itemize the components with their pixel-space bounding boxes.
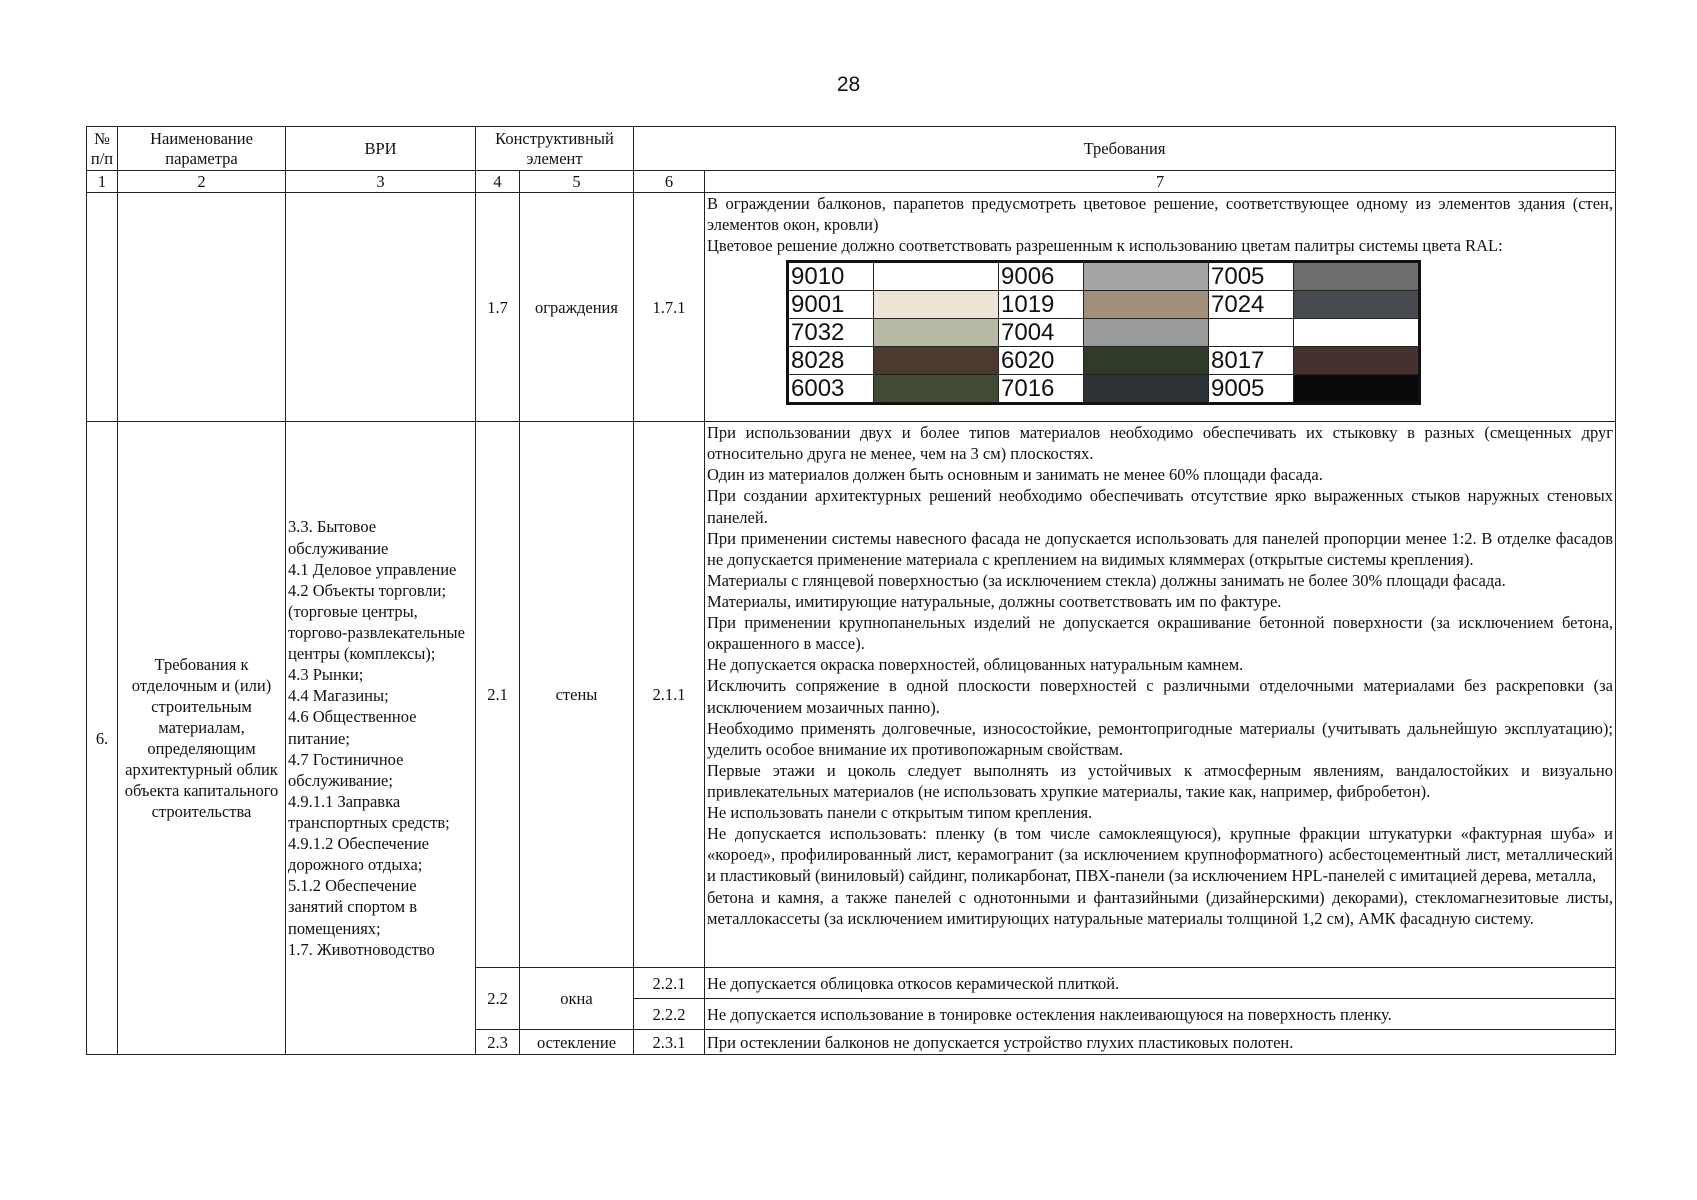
color-swatch bbox=[1294, 262, 1420, 291]
vri-item: 5.1.2 Обеспечение занятий спортом в помещениях; bbox=[288, 876, 417, 938]
color-swatch bbox=[1084, 262, 1209, 291]
color-swatch bbox=[1294, 375, 1420, 404]
ral-code: 6020 bbox=[999, 347, 1084, 375]
ral-code: 7024 bbox=[1209, 291, 1294, 319]
col-number: 5 bbox=[520, 171, 634, 193]
vri-item: 4.4 Магазины; bbox=[288, 686, 389, 706]
ral-code: 9005 bbox=[1209, 375, 1294, 404]
parameter-name: Требования к отделочным и (или) строительным материалам, определяющим архитектурный облик объекта капитального строительства bbox=[118, 422, 286, 1055]
paragraph: В ограждении балконов, парапетов предусмотреть цветовое решение, соответствующее одному из элементов здания (стен, элементов окон, кровли) bbox=[707, 194, 1614, 235]
paragraph: Первые этажи и цоколь следует выполнять из устойчивых к атмосферным явлениям, вандалостойких и визуально привлекательных материалов (не использовать хрупкие материалы, такие как, например, фибробетон). bbox=[707, 760, 1614, 801]
ral-code: 9010 bbox=[788, 262, 874, 291]
col-number: 6 bbox=[634, 171, 705, 193]
paragraph: Не использовать панели с открытым типом крепления. bbox=[707, 803, 1093, 823]
ral-code: 8017 bbox=[1209, 347, 1294, 375]
empty-cell bbox=[87, 193, 118, 422]
subsection-number: 2.1 bbox=[476, 422, 520, 968]
palette-row bbox=[788, 375, 1420, 404]
color-swatch bbox=[1084, 375, 1209, 404]
ral-code: 1019 bbox=[999, 291, 1084, 319]
vri-item: 4.9.1.2 Обеспечение дорожного отдыха; bbox=[288, 834, 429, 875]
ral-code: 8028 bbox=[788, 347, 874, 375]
ral-code: 7032 bbox=[788, 319, 874, 347]
ral-code: 9001 bbox=[788, 291, 874, 319]
palette-row bbox=[788, 347, 1420, 375]
col-number: 3 bbox=[286, 171, 476, 193]
requirement-text bbox=[705, 422, 1616, 968]
ral-code: 7005 bbox=[1209, 262, 1294, 291]
element-name: окна bbox=[520, 968, 634, 1030]
row-number: 6. bbox=[87, 422, 118, 1055]
color-swatch bbox=[874, 291, 999, 319]
palette-row bbox=[788, 291, 1420, 319]
vri-item: 4.3 Рынки; bbox=[288, 665, 364, 685]
paragraph: При применении системы навесного фасада не допускается использовать для панелей пропорции менее 1:2. В отделке фасадов не допускается применение материала с креплением на видимых кляммерах (открытые системы крепления). bbox=[707, 528, 1614, 569]
requirements-table bbox=[86, 126, 1616, 1055]
empty-cell bbox=[286, 193, 476, 422]
ral-code: 7004 bbox=[999, 319, 1084, 347]
empty-cell bbox=[118, 193, 286, 422]
palette-row bbox=[788, 262, 1420, 291]
col-number: 1 bbox=[87, 171, 118, 193]
element-name: стены bbox=[520, 422, 634, 968]
color-swatch bbox=[874, 262, 999, 291]
vri-item: 4.1 Деловое управление bbox=[288, 559, 457, 579]
table-row bbox=[87, 193, 1616, 422]
paragraph: Необходимо применять долговечные, износостойкие, ремонтопригодные материалы (учитывать дальнейшую эксплуатацию); уделить особое внимание их противопожарным свойствам. bbox=[707, 718, 1614, 759]
subsection-number: 1.7 bbox=[476, 193, 520, 422]
requirement-code: 2.2.2 bbox=[634, 999, 705, 1030]
header-vri: ВРИ bbox=[286, 127, 476, 171]
paragraph: При создании архитектурных решений необходимо обеспечивать отсутствие ярко выраженных стыков наружных стеновых панелей. bbox=[707, 486, 1614, 527]
paragraph: Материалы с глянцевой поверхностью (за исключением стекла) должны занимать не более 30% площади фасада. bbox=[707, 570, 1506, 590]
vri-item: 4.9.1.1 Заправка транспортных средств; bbox=[288, 791, 450, 832]
paragraph: бетона и камня, а также панелей с однотонными и фантазийными (дизайнерскими) декорами), стекломагнезитовые листы, металлокассеты (за исключением имитирующих натуральные материалы толщиной 1,2 см), АМК фасадную систему. bbox=[707, 887, 1614, 928]
subsection-number: 2.3 bbox=[476, 1030, 520, 1055]
ral-code: 7016 bbox=[999, 375, 1084, 404]
col-number: 4 bbox=[476, 171, 520, 193]
ral-palette bbox=[786, 260, 1421, 405]
vri-item: 1.7. Животноводство bbox=[288, 939, 435, 959]
element-name: ограждения bbox=[520, 193, 634, 422]
header-num: № п/п bbox=[87, 127, 118, 171]
color-swatch bbox=[874, 319, 999, 347]
header-requirements: Требования bbox=[634, 127, 1616, 171]
paragraph: Один из материалов должен быть основным и занимать не менее 60% площади фасада. bbox=[707, 465, 1323, 485]
color-swatch bbox=[874, 347, 999, 375]
color-swatch bbox=[1294, 291, 1420, 319]
color-swatch bbox=[1084, 291, 1209, 319]
requirement-code: 1.7.1 bbox=[634, 193, 705, 422]
paragraph: При использовании двух и более типов материалов необходимо обеспечивать их стыковку в разных (смещенных друг относительно друга не менее, чем на 3 см) плоскостях. bbox=[707, 423, 1614, 464]
paragraph: Не допускается использовать: пленку (в том числе самоклеящуюся), крупные фракции штукатурки «фактурная шуба» и «короед», профилированный лист, керамогранит (за исключением крупноформатного) асбестоцементный лист, металлический и пластиковый (виниловый) сайдинг, поликарбонат, ПВХ-панели (за исключением HPL-панелей с имитацией дерева, металла, bbox=[707, 824, 1614, 886]
color-swatch bbox=[1294, 347, 1420, 375]
vri-item: 3.3. Бытовое обслуживание bbox=[288, 517, 389, 558]
paragraph: Не допускается окраска поверхностей, облицованных натуральным камнем. bbox=[707, 655, 1244, 675]
color-swatch bbox=[1084, 319, 1209, 347]
col-number: 2 bbox=[118, 171, 286, 193]
vri-item: 4.7 Гостиничное обслуживание; bbox=[288, 749, 404, 790]
column-numbers-row bbox=[87, 171, 1616, 193]
table-row bbox=[87, 422, 1616, 968]
ral-code: 9006 bbox=[999, 262, 1084, 291]
palette-row bbox=[788, 319, 1420, 347]
color-swatch bbox=[1084, 347, 1209, 375]
requirement-text: Не допускается облицовка откосов керамической плиткой. bbox=[705, 968, 1616, 999]
subsection-number: 2.2 bbox=[476, 968, 520, 1030]
ral-code bbox=[1209, 319, 1294, 347]
paragraph: При применении крупнопанельных изделий не допускается окрашивание бетонной поверхности (за исключением бетона, окрашенного в массе). bbox=[707, 613, 1614, 654]
header-row bbox=[87, 127, 1616, 171]
color-swatch bbox=[874, 375, 999, 404]
requirement-code: 2.2.1 bbox=[634, 968, 705, 999]
vri-list bbox=[286, 422, 476, 1055]
requirement-code: 2.3.1 bbox=[634, 1030, 705, 1055]
header-element: Конструктивный элемент bbox=[476, 127, 634, 171]
header-name: Наименование параметра bbox=[118, 127, 286, 171]
color-swatch bbox=[1294, 319, 1420, 347]
col-number: 7 bbox=[705, 171, 1616, 193]
element-name: остекление bbox=[520, 1030, 634, 1055]
page-number: 28 bbox=[836, 73, 861, 96]
paragraph: Цветовое решение должно соответствовать разрешенным к использованию цветам палитры системы цвета RAL: bbox=[707, 236, 1503, 256]
requirement-code: 2.1.1 bbox=[634, 422, 705, 968]
vri-item: 4.6 Общественное питание; bbox=[288, 707, 417, 748]
requirement-text: Не допускается использование в тонировке остекления наклеивающуюся на поверхность пленку. bbox=[705, 999, 1616, 1030]
requirement-text bbox=[705, 193, 1616, 422]
ral-code: 6003 bbox=[788, 375, 874, 404]
paragraph: Исключить сопряжение в одной плоскости поверхностей с различными отделочными материалами без раскреповки (за исключением мозаичных панно). bbox=[707, 676, 1614, 717]
paragraph: Материалы, имитирующие натуральные, должны соответствовать им по фактуре. bbox=[707, 591, 1282, 611]
vri-item: 4.2 Объекты торговли; (торговые центры, торгово-развлекательные центры (комплексы); bbox=[288, 580, 465, 664]
requirement-text: При остеклении балконов не допускается устройство глухих пластиковых полотен. bbox=[705, 1030, 1616, 1055]
